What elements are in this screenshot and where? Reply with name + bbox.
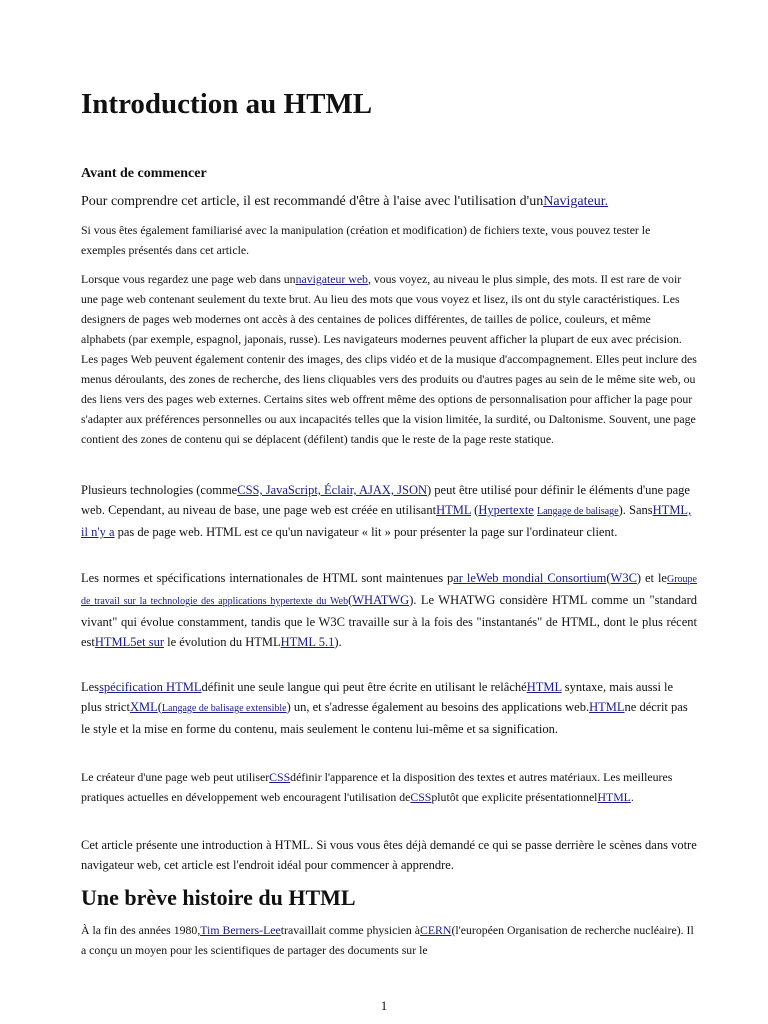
paragraph-9: À la fin des années 1980,Tim Berners-Leetravaillait comme physicien àCERN(l'européen Organisation de recherche nucléaire). Il a conçu un moyen pour les scientifiques de partager des documents sur le [81, 923, 694, 957]
paragraph-4: Plusieurs technologies (commeCSS, JavaScript, Éclair, AJAX, JSON) peut être utilisé pour définir le éléments d'une page web. Cependant, au niveau de base, une page web est créée en utilisantHTML (Hypertexte Langage de balisage). SansHTML, il n'y a pas de page web. HTML est ce qu'un navigateur « lit » pour présenter la page sur l'ordinateur client. [81, 483, 692, 539]
cern-link[interactable]: CERN [419, 923, 452, 937]
navigateur-web-link[interactable]: navigateur web [295, 272, 368, 286]
html-link[interactable]: HTML [436, 503, 472, 517]
paragraph-3: Lorsque vous regardez une page web dans unnavigateur web, vous voyez, au niveau le plus simple, des mots. Il est rare de voir une page web contenant seulement du texte brut. Au lieu des mots que vous voyez et lisez, ils ont du style caractéristiques. Les designers de pages web modernes ont accès à des centaines de polices différentes, de tailles de police, couleurs, et même alphabets (par exemple, espagnol, japonais, russe). Les navigateurs modernes peuvent afficher la plupart de eux avec précision. Les pages Web peuvent également contenir des images, des clips vidéo et de la musique d'accompagnement. Elles peut inclure des menus déroulants, des zones de recherche, des liens cliquables vers des produits ou d'autres pages au sein de le même site web, ou des liens vers des pages web externes. Certains sites web offrent même des options de personnalisation pour afficher la page pour s'adapter aux préférences personnelles ou aux incapacités telles que la vision limitée, la surdité, ou Daltonisme. Souvent, une page contient des zones de contenu qui se déplacent (défilent) tandis que le reste de la page reste statique. [81, 272, 697, 446]
page-number: 1 [380, 998, 388, 1013]
paragraph-7: Le créateur d'une page web peut utiliserCSSdéfinir l'apparence et la disposition des textes et autres matériaux. Les meilleures pratiques actuelles en développement web encouragent l'utilisation deCSSplutôt que explicite présentationnelHTML. [81, 770, 673, 804]
w3c-link[interactable]: W3C [610, 571, 637, 585]
xml-link[interactable]: XML [129, 700, 158, 714]
paragraph-5: Les normes et spécifications internationales de HTML sont maintenues par leWeb mondial Consortium(W3C) et leGroupe de travail sur la technologie des applications hypertexte du Web(WHATWG). Le WHATWG considère HTML comme un "standard vivant" qui évolue constamment, tandis que le W3C travaille sur à la fois des "instantanés" de HTML, dont le plus récent estHTML5et sur le évolution du HTMLHTML 5.1). [81, 571, 697, 649]
specification-html-link[interactable]: spécification HTML [99, 680, 202, 694]
history-heading: Une brève histoire du HTML [81, 885, 356, 910]
whatwg-link[interactable]: WHATWG [352, 593, 410, 607]
whatwg-full-link[interactable]: Groupe de travail sur la technologie des applications hypertexte du Web [81, 574, 697, 607]
par-le-link[interactable]: ar le [453, 571, 476, 585]
langage-balisage-link[interactable]: Langage de balisage [536, 506, 619, 517]
html-presentationnel-link[interactable]: HTML [597, 790, 631, 804]
paragraph-8: Cet article présente une introduction à HTML. Si vous vous êtes déjà demandé ce qui se passe derrière le scènes dans votre navigateur web, cet article est l'endroit idéal pour commencer à apprendre. [81, 838, 697, 872]
css-link-2[interactable]: CSS [410, 790, 432, 804]
html51-link[interactable]: HTML 5.1 [280, 635, 335, 649]
paragraph-6: Lesspécification HTMLdéfinit une seule langue qui peut être écrite en utilisant le relâchéHTML syntaxe, mais aussi le plus strictXML(Langage de balisage extensible) un, et s'adresse également au besoins des applications web.HTMLne décrit pas le style et la mise en forme du contenu, mais seulement le contenu lui-même et sa signification. [81, 680, 688, 736]
page-title: Introduction au HTML [81, 88, 373, 120]
paragraph-1: Pour comprendre cet article, il est recommandé d'être à l'aise avec l'utilisation d'unNavigateur. [81, 194, 609, 209]
berners-lee-link[interactable]: ,Tim Berners-Lee [197, 923, 281, 937]
technologies-link[interactable]: CSS, JavaScript, Éclair, AJAX, JSON [237, 483, 428, 497]
paragraph-2: Si vous êtes également familiarisé avec la manipulation (création et modification) de fichiers texte, vous pouvez tester le exemples présentés dans cet article. [81, 223, 651, 257]
css-link-1[interactable]: CSS [269, 770, 291, 784]
hypertexte-link[interactable]: Hypertexte [478, 503, 534, 517]
section-subheading: Avant de commencer [81, 166, 207, 181]
xml-langage-link[interactable]: Langage de balisage extensible [161, 703, 287, 714]
navigateur-link[interactable]: Navigateur. [543, 194, 609, 209]
html-besoins-link[interactable]: HTML [589, 700, 625, 714]
w3-consortium-link[interactable]: Web mondial Consortium [475, 571, 607, 585]
html-relache-link[interactable]: HTML [526, 680, 562, 694]
html-sans-link[interactable]: HTML, il n'y a [81, 503, 692, 539]
html5-link[interactable]: HTML5et sur [94, 635, 164, 649]
